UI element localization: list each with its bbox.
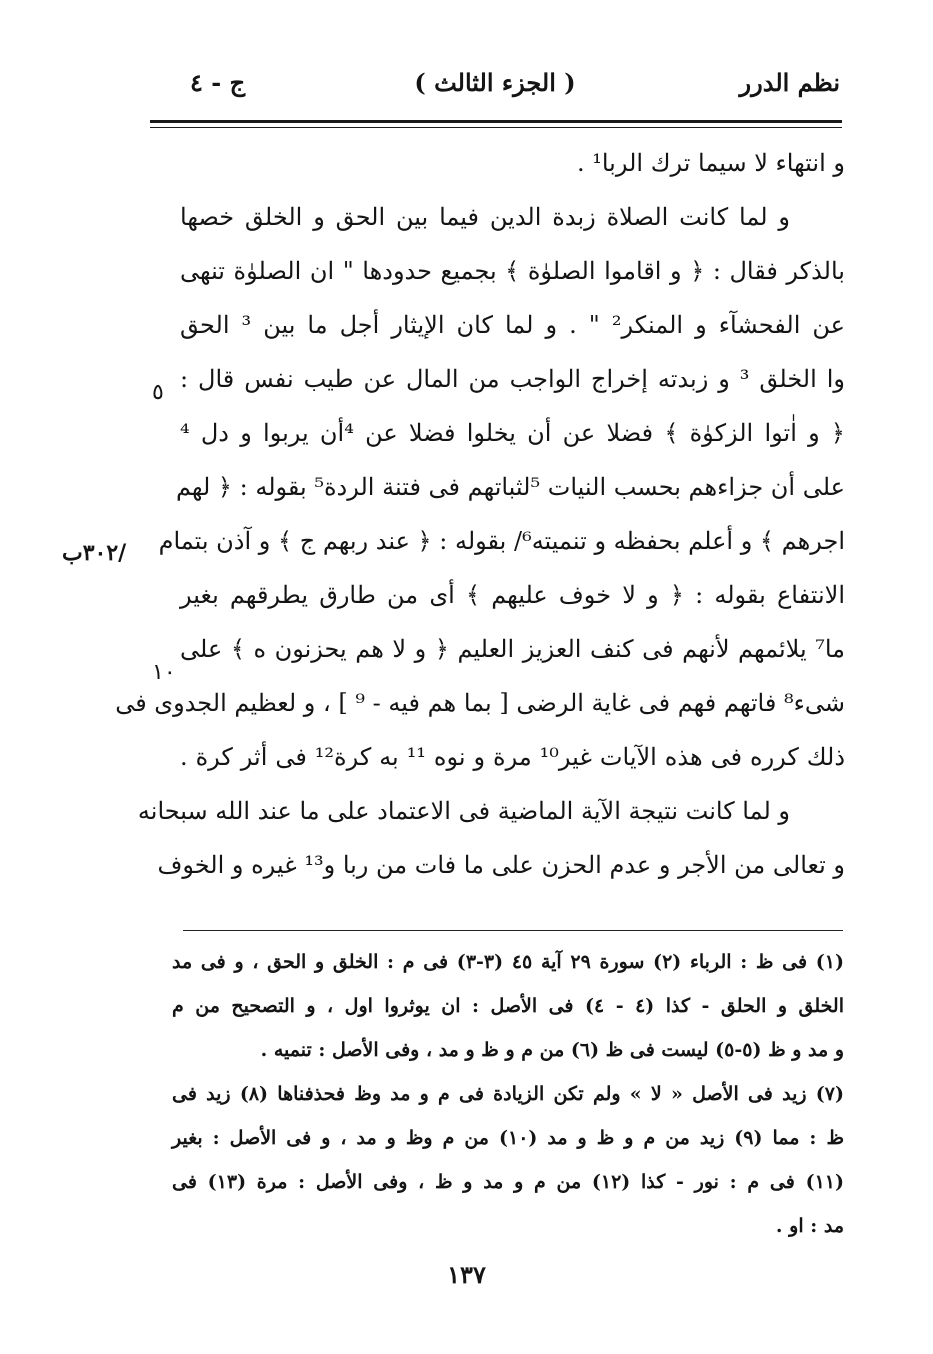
text-line: بالذكر فقال : ﴿ و اقاموا الصلوٰة ﴾ بجميع حدودها " ان الصلوٰة تنهى [180, 257, 845, 285]
text-line: شىء⁸ فاتهم فهم فى غاية الرضى [ بما هم فيه - ⁹ ] ، و لعظيم الجدوى فى [115, 689, 845, 717]
footnote-line: ظ : مما (٩) زيد من م و ظ و مد (١٠) من م وظ و مد ، و فى الأصل : بغير [172, 1127, 845, 1149]
page-number: ١٣٧ [447, 1260, 486, 1289]
text-line: اجرهم ﴾ و أعلم بحفظه و تنميته⁶/ بقوله : ﴿ عند ربهم ج ﴾ و آذن بتمام [158, 527, 845, 555]
text-line: و تعالى من الأجر و عدم الحزن على ما فات من ربا و¹³ غيره و الخوف [157, 851, 845, 879]
book-title: نظم الدرر [739, 68, 840, 97]
header-rule-thick [150, 120, 842, 123]
text-line: و انتهاء لا سيما ترك الربا¹ . [576, 149, 845, 177]
margin-line-number: ١٠ [152, 660, 176, 685]
text-line: الانتفاع بقوله : ﴿ و لا خوف عليهم ﴾ أى من طارق يطرقهم بغير [180, 581, 845, 609]
text-line: ذلك كرره فى هذه الآيات غير¹⁰ مرة و نوه ¹¹ به كرة¹² فى أثر كرة . [180, 743, 846, 771]
footnote-line: (١) فى ظ : الرباء (٢) سورة ٢٩ آية ٤٥ (٣-٣) فى م : الخلق و الحق ، و فى مد [172, 951, 845, 973]
footnotes [172, 942, 844, 1250]
footnote-line: (٧) زيد فى الأصل « لا » ولم تكن الزيادة فى م و مد وظ فحذفناها (٨) زيد فى [172, 1083, 845, 1105]
running-header [150, 68, 840, 118]
header-rule-thin [150, 127, 842, 128]
part-title: ( الجزء الثالث ) [414, 68, 576, 97]
footnote-separator [183, 930, 843, 931]
footnote-line: و مد و ظ (٥-٥) ليست فى ظ (٦) من م و ظ و مد ، وفى الأصل : تنميه . [260, 1039, 844, 1061]
text-line: ما⁷ يلائمهم لأنهم فى كنف العزيز العليم ﴿ و لا هم يحزنون ه ﴾ على [180, 635, 845, 663]
volume-reference: ج - ٤ [190, 68, 246, 97]
text-line: عن الفحشآء و المنكر² " . و لما كان الإيثار أجل ما بين ³ الحق [180, 311, 845, 339]
text-line: و لما كانت الصلاة زبدة الدين فيما بين الحق و الخلق خصها [180, 203, 790, 231]
footnote-line: (١١) فى م : نور - كذا (١٢) من م و مد و ظ ، وفى الأصل : مرة (١٣) فى [172, 1171, 844, 1193]
text-line: وا الخلق ³ و زبدته إخراج الواجب من المال عن طيب نفس قال : [180, 365, 845, 393]
margin-line-number: ٥ [152, 380, 164, 405]
text-line: على أن جزاءهم بحسب النيات ⁵لثباتهم فى فتنة الردة⁵ بقوله : ﴿ لهم [175, 473, 845, 501]
manuscript-folio-marker: /٣٠٢ب [62, 540, 127, 566]
footnote-line: الخلق و الحلق - كذا (٤ - ٤) فى الأصل : ان يوثروا اول ، و التصحيح من م [172, 995, 844, 1017]
footnote-line: مد : او . [775, 1215, 844, 1237]
text-line: ﴿ و اٰتوا الزكوٰة ﴾ فضلا عن أن يخلوا فضلا عن ⁴أن يربوا و دل ⁴ [180, 419, 845, 447]
text-line: و لما كانت نتيجة الآية الماضية فى الاعتماد على ما عند الله سبحانه [137, 797, 790, 825]
